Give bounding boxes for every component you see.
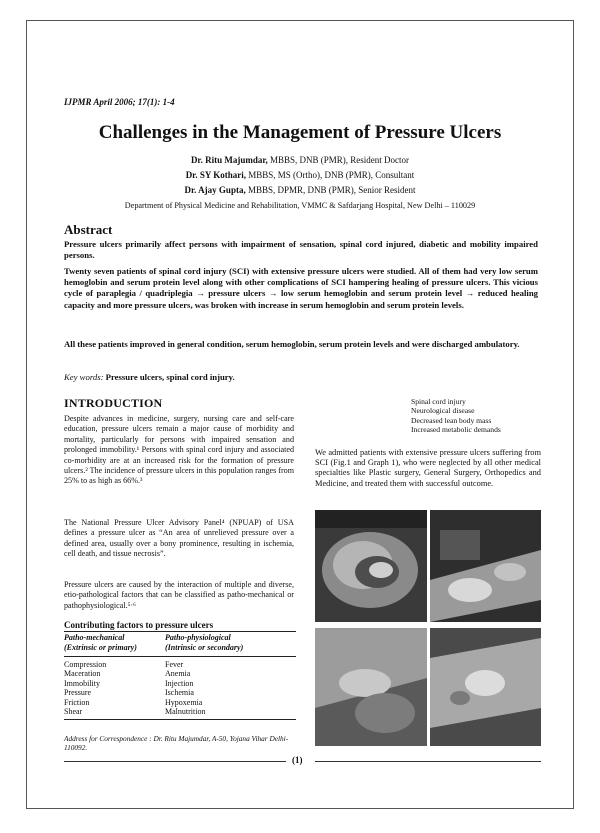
clinical-photo-4 <box>430 628 541 746</box>
intro-paragraph: The National Pressure Ulcer Advisory Panel⁴ (NPUAP) of USA defines a pressure ulcer as “An area of unrelieved pressure over a defined area, usually over a bony prominence, resulting in ischemia, cell death, and tissue necrosis”. <box>64 518 294 559</box>
table-header-col1 <box>64 633 137 653</box>
footer-rule-left <box>64 761 286 762</box>
journal-citation: IJPMR April 2006; 17(1): 1-4 <box>64 97 175 107</box>
author-line <box>40 170 560 180</box>
article-title: Challenges in the Management of Pressure Ulcers <box>98 122 502 143</box>
abstract-paragraph: Pressure ulcers primarily affect persons with impairment of sensation, spinal cord injured, diabetic and mobility impaired persons. <box>64 239 538 261</box>
introduction-heading: INTRODUCTION <box>64 396 163 410</box>
author-credentials: MBBS, DPMR, DNB (PMR), Senior Resident <box>245 185 416 195</box>
table-header-text: Patho-mechanical <box>64 633 125 642</box>
risk-factor-list <box>411 397 501 435</box>
table-cell: Compression <box>64 660 107 669</box>
table-title: Contributing factors to pressure ulcers <box>64 620 214 630</box>
list-item: Neurological disease <box>411 406 475 416</box>
keywords-label: Key words: <box>64 372 104 382</box>
abstract-heading: Abstract <box>64 222 113 237</box>
author-name: Dr. SY Kothari, <box>185 170 247 180</box>
abstract-paragraph: All these patients improved in general condition, serum hemoglobin, serum protein levels and were discharged ambulatory. <box>64 339 520 349</box>
table-cell: Shear <box>64 707 83 717</box>
table-cell: Pressure <box>64 688 92 698</box>
table-cell: Maceration <box>64 669 101 679</box>
author-line <box>40 185 560 195</box>
keywords <box>64 372 235 382</box>
keywords-text: Pressure ulcers, spinal cord injury. <box>103 372 235 382</box>
table-cell: Immobility <box>64 678 100 688</box>
department-affiliation: Department of Physical Medicine and Rehabilitation, VMMC & Safdarjang Hospital, New Delhi – 110029 <box>124 201 476 210</box>
table-cell: Friction <box>64 697 90 707</box>
table-header-text: (Intrinsic or secondary) <box>165 643 244 652</box>
table-cell: Anemia <box>165 669 191 679</box>
abstract-paragraph: Twenty seven patients of spinal cord injury (SCI) with extensive pressure ulcers were studied. All of them had very low serum hemoglobin and serum protein level along with other complications of SCI hampering healing of pressure ulcers. This vicious cycle of paraplegia / quadriplegia → pressure ulcers → low serum hemoglobin and serum protein level → reduced healing capacity and more pressure ulcers, was broken with increase in serum hemoglobin and serum protein levels. <box>64 266 538 310</box>
clinical-photo-2 <box>430 510 541 622</box>
table-cell: Fever <box>165 660 184 669</box>
author-name: Dr. Ritu Majumdar, <box>190 155 268 165</box>
table-header-text: (Extrinsic or primary) <box>64 643 137 652</box>
table-cell: Malnutrition <box>165 707 206 717</box>
author-line <box>40 155 560 165</box>
author-name: Dr. Ajay Gupta, <box>184 185 246 195</box>
author-credentials: MBBS, MS (Ortho), DNB (PMR), Consultant <box>246 170 415 180</box>
clinical-photo-1 <box>315 510 427 622</box>
table-cell: Injection <box>165 678 194 688</box>
table-cell: Ischemia <box>165 688 194 698</box>
table-cell: Hypoxemia <box>165 697 203 707</box>
list-item: Spinal cord injury <box>411 397 466 406</box>
list-item: Increased metabolic demands <box>411 425 501 435</box>
table-header-col2 <box>165 633 243 653</box>
table-header-text: Patho-physiological <box>165 633 231 642</box>
right-column-paragraph: We admitted patients with extensive pressure ulcers suffering from SCI (Fig.1 and Graph 1), who were neglected by all other medical specialties like Plastic surgery, General Surgery, Orthopedics and Medicine, and treated them with successful outcome. <box>315 448 541 488</box>
table-column-col1 <box>64 660 106 716</box>
correspondence-address: Address for Correspondence : Dr. Ritu Majumdar, A-50, Yojana Vihar Delhi-110092. <box>64 734 289 752</box>
table-column-col2 <box>165 660 205 716</box>
intro-paragraph: Pressure ulcers are caused by the interaction of multiple and diverse, etio-pathological factors that can be classified as patho-mechanical or pathophysiological.⁵·⁶ <box>64 580 294 610</box>
clinical-photo-3 <box>315 628 427 746</box>
footer-rule-right <box>315 761 541 762</box>
list-item: Decreased lean body mass <box>411 415 492 425</box>
table-top-rule <box>64 631 296 632</box>
page-number: (1) <box>292 755 303 765</box>
table-header-rule <box>64 656 296 657</box>
table-bottom-rule <box>64 719 296 720</box>
intro-paragraph: Despite advances in medicine, surgery, nursing care and self-care education, pressure ulcers remain a major cause of morbidity and mortality, particularly for persons with impaired sensation and prolonged immobility.¹ Persons with spinal cord injury and associated co-morbidity are at an increased risk for the formation of pressure ulcers.² The incidence of pressure ulcers in this population ranges from 25% to as high as 66%.³ <box>64 414 294 486</box>
author-credentials: MBBS, DNB (PMR), Resident Doctor <box>267 155 410 165</box>
